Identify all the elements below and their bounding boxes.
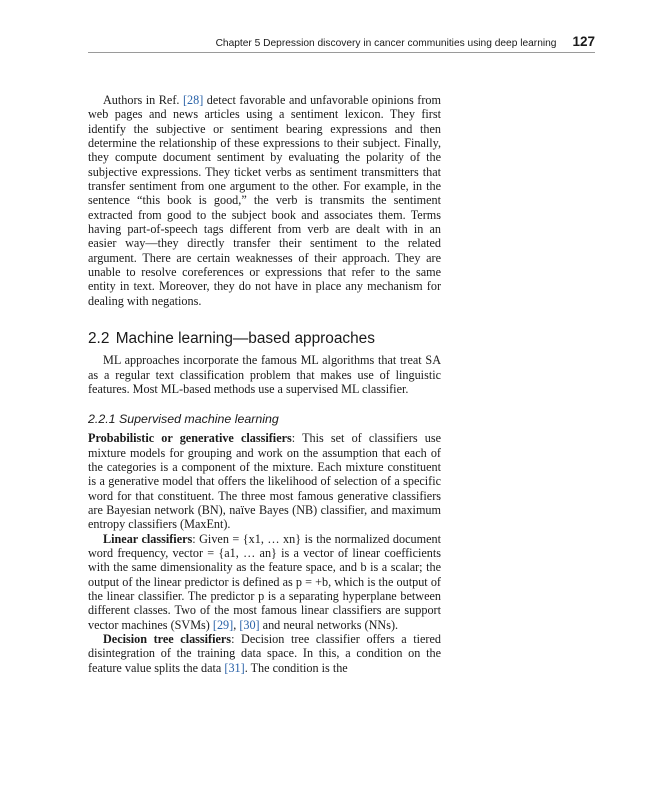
citation-link[interactable]: [31] (224, 660, 245, 675)
text-span: and neural networks (NNs). (259, 617, 399, 632)
text-span: detect favorable and unfavorable opinions from web pages and news articles using a sentiment lexicon. They first identify the subjective or sentiment bearing expressions and then determine the relationship of these expressions to their subject. Finally, they compute document sentiment by evaluating the polarity of the subjective expressions. They ticket verbs as sentiment transmitters that transfer sentiment from one argument to the other. For example, in the sentence “this book is good,” the verb is transmits the sentiment extracted from good to the subject book and associates them. Terms having part-of-speech tags different from verb are dealt with in an easier way—they directly transfer their sentiment to the related argument. There are certain weaknesses of their approach. They are unable to resolve coreferences or expressions that refer to the same entity in text. Moreover, they do not have in place any mechanism for dealing with negations. (88, 93, 441, 308)
page-number: 127 (572, 34, 595, 49)
text-span: , (233, 617, 240, 632)
text-span: Authors in Ref. (103, 93, 183, 107)
running-title: Chapter 5 Depression discovery in cancer communities using deep learning (215, 38, 557, 49)
term-decision-tree: Decision tree classifiers (103, 632, 232, 646)
body-paragraph-ml-intro: ML approaches incorporate the famous ML algorithms that treat SA as a regular text classification problem that makes use of linguistic features. Most ML-based methods use a supervised ML classifier. (88, 353, 441, 396)
text-span: . The condition is the (244, 660, 348, 675)
text-span: : Decision tree classifier offers a tiered disintegration of the training data space. In this, a condition on the feature value splits the data (88, 632, 441, 675)
body-paragraph-probabilistic (88, 431, 441, 531)
citation-link[interactable]: [28] (182, 93, 204, 107)
running-header (88, 34, 595, 53)
term-probabilistic: Probabilistic or generative classifiers (88, 431, 292, 446)
section-heading (88, 330, 441, 348)
page-body (88, 93, 441, 675)
citation-link[interactable]: [29] (212, 617, 234, 632)
text-span: : Given = {x1, … xn} is the normalized document word frequency, vector = {a1, … an} is a vector of linear coefficients with the same dimensionality as the feature space, and b is a scalar; the output of the linear predictor is defined as p = +b, which is the output of the linear classifier. The predictor p is a separating hyperplane between different classes. Two of the most famous linear classifiers are support vector machines (SVMs) (88, 531, 441, 632)
body-paragraph-lexicon (88, 93, 441, 308)
text-span: : This set of classifiers use mixture models for grouping and work on the assumption that each of the categories is a component of the mixture. Each mixture constituent is a generative model that offers the likelihood of selection of a specific word for that constituent. The three most famous generative classifiers are Bayesian network (BN), naïve Bayes (NB) classifier, and maximum entropy classifiers (MaxEnt). (88, 431, 441, 532)
subsection-heading: 2.2.1 Supervised machine learning (88, 412, 279, 427)
citation-link[interactable]: [30] (239, 617, 260, 632)
body-paragraph-linear (88, 532, 441, 632)
term-linear: Linear classifiers (103, 531, 193, 546)
body-paragraph-decision-tree (88, 632, 441, 675)
section-title: Machine learning—based approaches (115, 330, 375, 348)
section-number: 2.2 (88, 330, 110, 348)
